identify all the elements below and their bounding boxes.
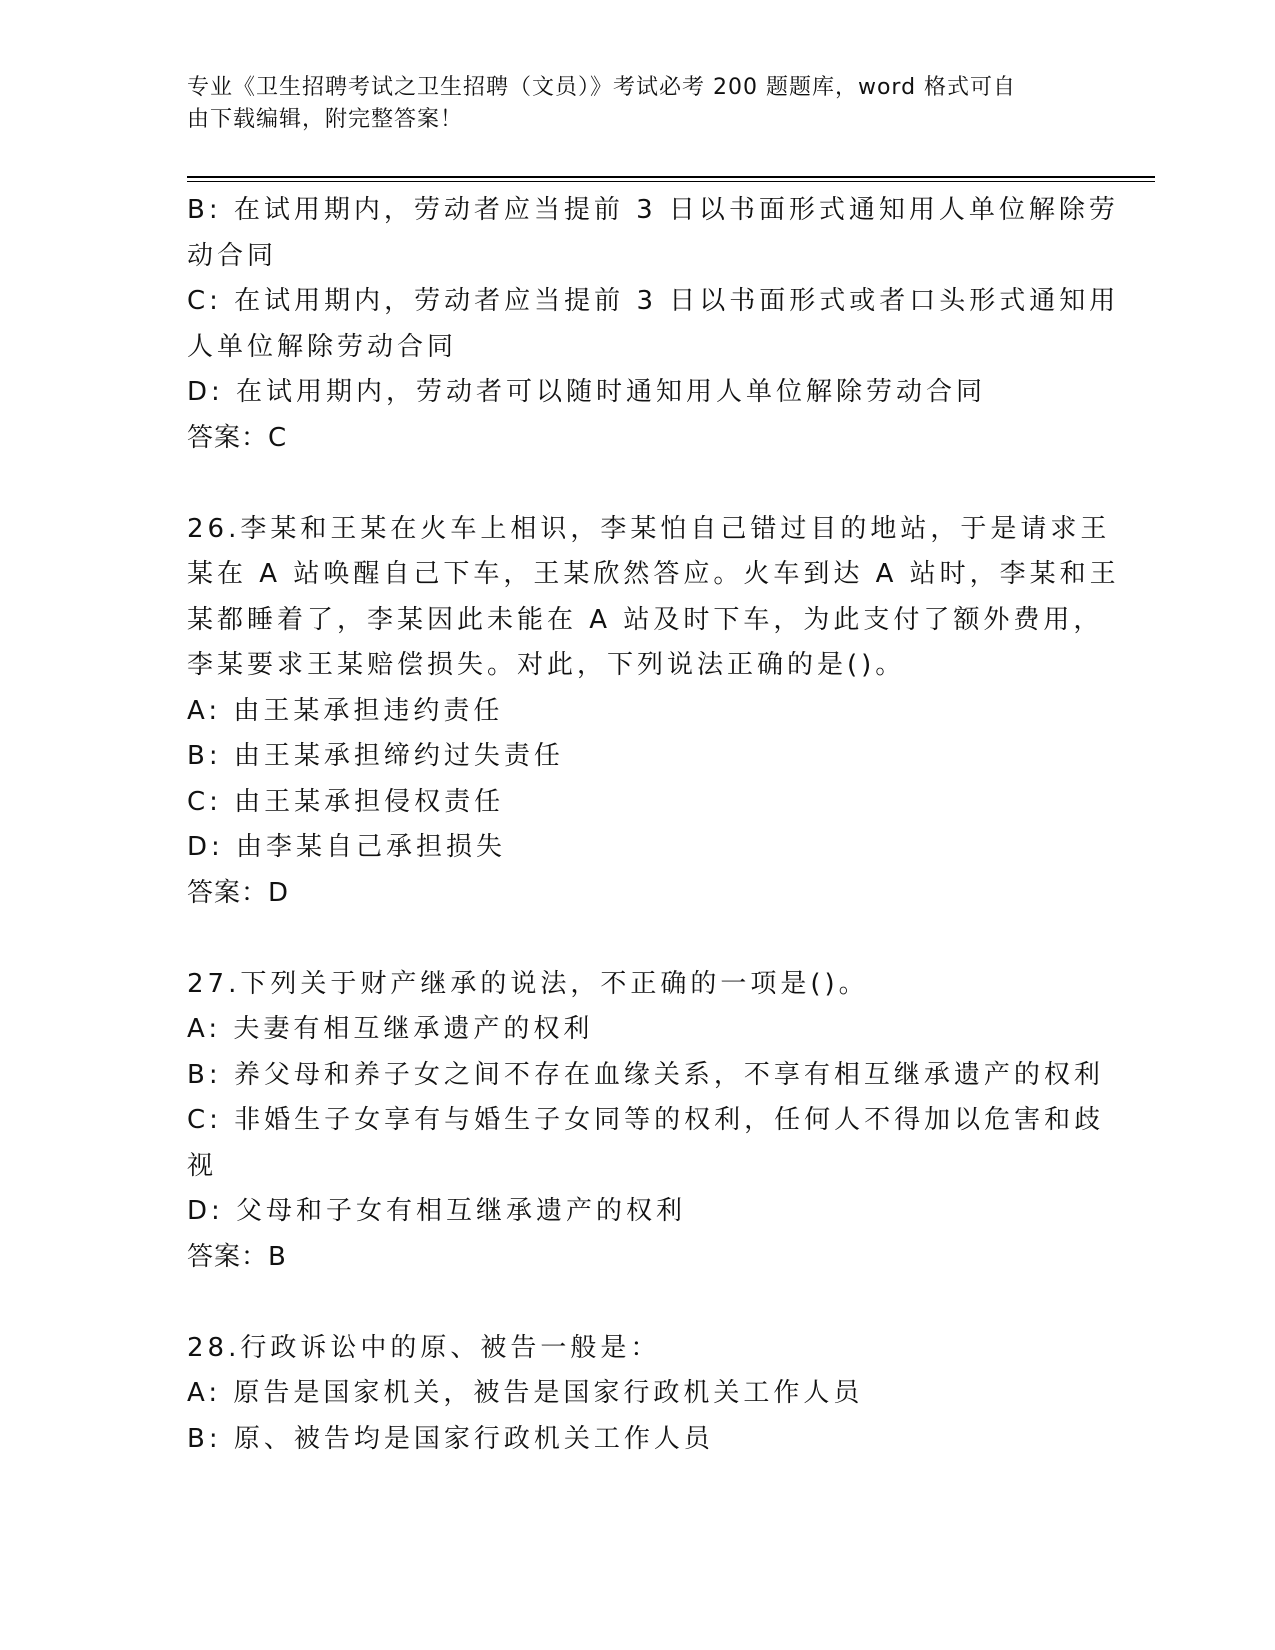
option-b: B: 养父母和养子女之间不存在血缘关系，不享有相互继承遗产的权利: [187, 1059, 1104, 1090]
option-b-line-2: 动合同: [187, 240, 278, 271]
option-b-line-1: B: 在试用期内，劳动者应当提前 3 日以书面形式通知用人单位解除劳: [187, 195, 1119, 225]
option-b: B: 原、被告均是国家行政机关工作人员: [187, 1423, 714, 1454]
question-26: [187, 507, 1120, 917]
question-stem: 27.下列关于财产继承的说法，不正确的一项是()。: [187, 968, 869, 999]
answer-line: 答案：B: [187, 1241, 287, 1272]
option-c-line-1: C: 在试用期内，劳动者应当提前 3 日以书面形式或者口头形式通知用: [187, 286, 1120, 316]
option-a: A: 夫妻有相互继承遗产的权利: [187, 1014, 594, 1044]
question-28: [187, 1326, 1067, 1463]
answer-line: 答案：C: [187, 422, 288, 453]
question-stem: 28.行政诉讼中的原、被告一般是：: [187, 1332, 661, 1363]
spacer: [187, 1280, 1067, 1326]
header-line-2: 由下载编辑，附完整答案！: [187, 107, 464, 132]
option-c-line-2: 视: [187, 1150, 218, 1181]
question-27: [187, 962, 1105, 1281]
question-stem-line-3: 某都睡着了，李某因此未能在 A 站及时下车，为此支付了额外费用，: [187, 604, 1104, 635]
question-25-continued: [187, 188, 1120, 461]
option-d: D: 在试用期内，劳动者可以随时通知用人单位解除劳动合同: [187, 377, 987, 407]
spacer: [187, 461, 1067, 507]
option-d: D: 父母和子女有相互继承遗产的权利: [187, 1196, 687, 1226]
option-d: D: 由李某自己承担损失: [187, 832, 507, 862]
header-divider-thin: [187, 181, 1155, 182]
option-a: A: 由王某承担违约责任: [187, 695, 504, 726]
option-c: C: 由王某承担侵权责任: [187, 786, 505, 817]
option-a: A: 原告是国家机关，被告是国家行政机关工作人员: [187, 1378, 864, 1408]
document-header: [187, 72, 1067, 136]
question-stem-line-4: 李某要求王某赔偿损失。对此，下列说法正确的是()。: [187, 650, 906, 680]
header-line-1: 专业《卫生招聘考试之卫生招聘（文员）》考试必考 200 题题库，word 格式可自: [187, 75, 1017, 100]
option-c-line-2: 人单位解除劳动合同: [187, 331, 458, 362]
question-stem-line-2: 某在 A 站唤醒自己下车，王某欣然答应。火车到达 A 站时，李某和王: [187, 559, 1120, 589]
answer-line: 答案：D: [187, 877, 290, 908]
header-divider-thick: [187, 176, 1155, 178]
question-stem-line-1: 26.李某和王某在火车上相识，李某怕自己错过目的地站，于是请求王: [187, 513, 1111, 544]
question-content: [187, 188, 1120, 1462]
option-b: B: 由王某承担缔约过失责任: [187, 741, 564, 771]
spacer: [187, 916, 1067, 962]
option-c-line-1: C: 非婚生子女享有与婚生子女同等的权利，任何人不得加以危害和歧: [187, 1105, 1105, 1135]
